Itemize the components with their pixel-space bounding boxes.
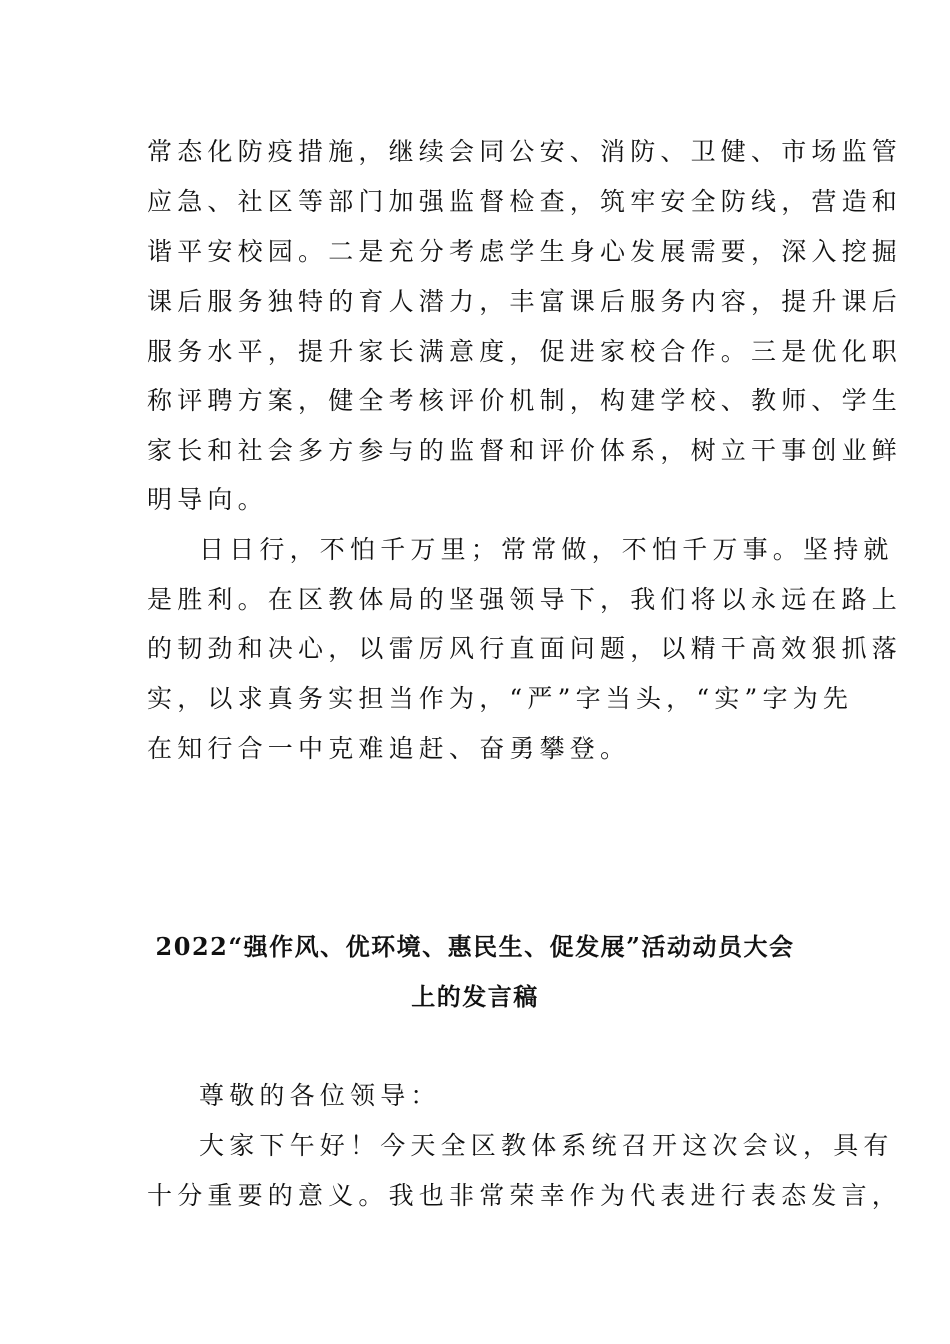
salutation: 尊敬的各位领导： bbox=[199, 1081, 441, 1110]
paragraph-2-line-3: 的韧劲和决心，以雷厉风行直面问题，以精干高效狠抓落 bbox=[147, 634, 903, 663]
paragraph-1-line-4: 课后服务独特的育人潜力，丰富课后服务内容，提升课后 bbox=[147, 287, 903, 316]
paragraph-3-line-2: 十分重要的意义。我也非常荣幸作为代表进行表态发言， bbox=[147, 1181, 903, 1210]
speech-title-line-2: 上的发言稿 bbox=[411, 982, 539, 1011]
paragraph-1-line-8: 明导向。 bbox=[147, 485, 268, 514]
paragraph-2-line-4: 实，以求真务实担当作为，“严”字当头，“实”字为先 bbox=[147, 684, 854, 713]
paragraph-1-line-5: 服务水平，提升家长满意度，促进家校合作。三是优化职 bbox=[147, 337, 903, 366]
speech-title-line-1: 2022“强作风、优环境、惠民生、促发展”活动动员大会 bbox=[155, 932, 795, 961]
paragraph-1-line-2: 应急、社区等部门加强监督检查，筑牢安全防线，营造和 bbox=[147, 187, 903, 216]
paragraph-2-line-5: 在知行合一中克难追赶、奋勇攀登。 bbox=[147, 734, 631, 763]
paragraph-2-line-1: 日日行，不怕千万里；常常做，不怕千万事。坚持就 bbox=[199, 535, 894, 564]
paragraph-3-line-1: 大家下午好！今天全区教体系统召开这次会议，具有 bbox=[199, 1131, 894, 1160]
paragraph-1-line-7: 家长和社会多方参与的监督和评价体系，树立干事创业鲜 bbox=[147, 436, 903, 465]
paragraph-1-line-3: 谐平安校园。二是充分考虑学生身心发展需要，深入挖掘 bbox=[147, 237, 903, 266]
paragraph-1-line-1: 常态化防疫措施，继续会同公安、消防、卫健、市场监管 bbox=[147, 137, 903, 166]
paragraph-1-line-6: 称评聘方案，健全考核评价机制，构建学校、教师、学生 bbox=[147, 386, 903, 415]
paragraph-2-line-2: 是胜利。在区教体局的坚强领导下，我们将以永远在路上 bbox=[147, 585, 903, 614]
